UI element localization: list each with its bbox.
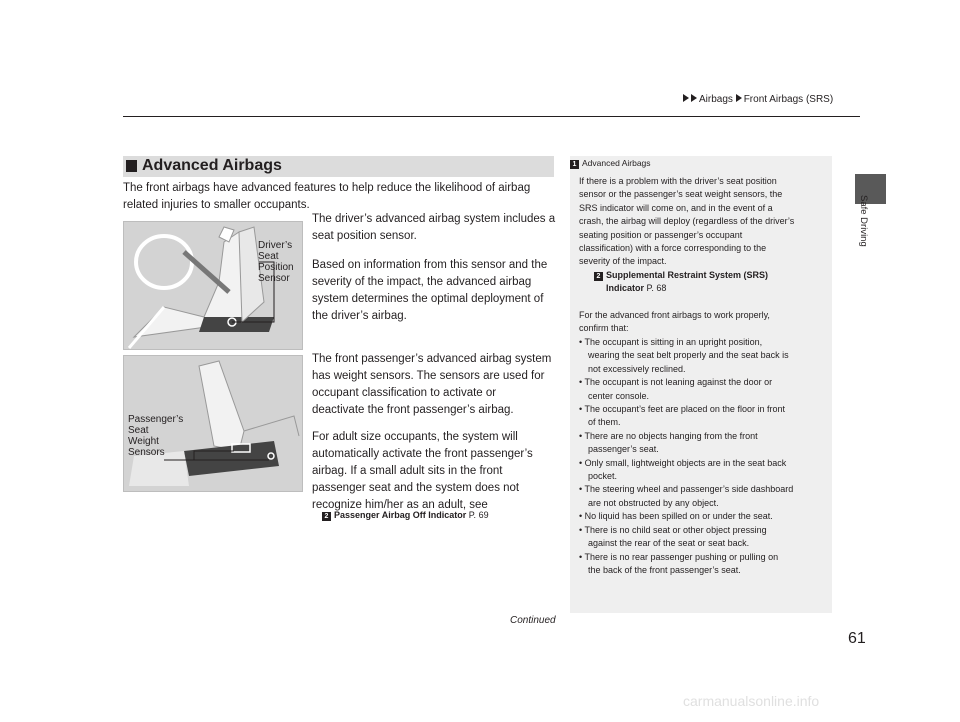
note-ref-icon: 1	[570, 160, 579, 169]
text-line: severity of the impact, the advanced airbag	[312, 276, 532, 288]
text-line: system determines the optimal deployment of	[312, 293, 544, 305]
bullet-item: • The steering wheel and passenger’s side dashboard are not obstructed by any object.	[579, 484, 794, 508]
sidebar-bullet-list	[579, 336, 831, 577]
callout-line: Seat	[258, 251, 279, 262]
intro-line: The front airbags have advanced features to help reduce the likelihood of airbag	[123, 182, 531, 194]
text-line: Based on information from this sensor and the	[312, 259, 548, 271]
text-line: sensor or the passenger’s seat weight sensors, the	[579, 189, 783, 200]
arrow-icon	[736, 94, 742, 102]
bullet-item: • Only small, lightweight objects are in the seat back pocket.	[579, 457, 787, 482]
text-line: deactivate the front passenger’s airbag.	[312, 404, 514, 416]
bullet-item: • The occupant is not leaning against the door or center console.	[579, 377, 773, 401]
passenger-sensor-callout	[128, 414, 183, 458]
text-line: The driver’s advanced airbag system includes a	[312, 213, 556, 225]
intro-paragraph	[123, 180, 530, 214]
text-line: occupant classification to activate or	[312, 387, 497, 399]
driver-paragraph-1	[312, 211, 555, 245]
passenger-seat-illustration	[123, 355, 303, 492]
passenger-airbag-off-reference[interactable]	[322, 510, 489, 521]
text-line: passenger seat and the system does not	[312, 482, 520, 494]
text-line: seat position sensor.	[312, 230, 417, 242]
callout-line: Weight	[128, 436, 159, 447]
bullet-item: • No liquid has been spilled on or under the seat.	[579, 511, 773, 522]
sidebar-title: Advanced Airbags	[582, 158, 651, 168]
callout-line: Sensor	[258, 273, 290, 284]
driver-sensor-callout	[258, 240, 294, 284]
text-line: has weight sensors. The sensors are used for	[312, 370, 545, 382]
text-line: classification) with a force corresponding to the	[579, 243, 767, 254]
driver-paragraph-2	[312, 257, 547, 325]
callout-line: Seat	[128, 425, 149, 436]
text-line: For adult size occupants, the system will	[312, 431, 518, 443]
text-line: confirm that:	[579, 323, 629, 334]
bullet-item: • There is no child seat or other object pressing against the rear of the seat or seat back.	[579, 524, 767, 549]
sidebar-title-row	[570, 158, 651, 169]
section-title: Advanced Airbags	[142, 157, 282, 174]
text-line: airbag. If a small adult sits in the front	[312, 465, 503, 477]
reference-title[interactable]: Supplemental Restraint System (SRS)	[606, 270, 769, 280]
reference-page: P. 69	[468, 510, 489, 520]
intro-line: related injuries to smaller occupants.	[123, 199, 310, 211]
text-line: recognize him/her as an adult, see	[312, 499, 488, 511]
bullet-item: • There is no rear passenger pushing or pulling on the back of the front passenger’s seat.	[579, 551, 779, 575]
passenger-paragraph-1	[312, 351, 551, 419]
sidebar-paragraph-1	[579, 175, 829, 269]
text-line: seating position or passenger’s occupant	[579, 229, 743, 240]
text-line: If there is a problem with the driver’s seat position	[579, 176, 777, 186]
arrow-icon	[683, 94, 689, 102]
breadcrumb-front-airbags: Front Airbags (SRS)	[743, 94, 834, 105]
srs-indicator-reference[interactable]	[594, 269, 768, 296]
text-line: automatically activate the front passenger’s	[312, 448, 533, 460]
text-line: For the advanced front airbags to work properly,	[579, 310, 770, 320]
text-line: the driver’s airbag.	[312, 310, 407, 322]
driver-seat-illustration	[123, 221, 303, 350]
callout-line: Driver’s	[258, 240, 293, 251]
sidebar-paragraph-2	[579, 309, 770, 336]
callout-line: Passenger’s	[128, 414, 184, 425]
page-number: 61	[848, 630, 866, 647]
text-line: severity of the impact.	[579, 256, 667, 267]
bullet-item: • There are no objects hanging from the front passenger’s seat.	[579, 430, 758, 455]
bullet-item: • The occupant’s feet are placed on the floor in front of them.	[579, 404, 785, 428]
square-bullet-icon	[126, 160, 137, 172]
text-line: SRS indicator will come on, and in the event of a	[579, 202, 773, 213]
text-line: The front passenger’s advanced airbag system	[312, 353, 552, 365]
sidebar-note	[570, 156, 832, 613]
reference-arrow-icon: 2	[322, 512, 331, 521]
continued-label: Continued	[510, 615, 556, 626]
reference-arrow-icon: 2	[594, 272, 603, 281]
reference-title-cont[interactable]: Indicator	[606, 283, 645, 294]
section-heading	[123, 156, 554, 177]
reference-title[interactable]: Passenger Airbag Off Indicator	[334, 510, 467, 520]
arrow-icon	[691, 94, 697, 102]
watermark: carmanualsonline.info	[683, 693, 820, 709]
header-rule	[123, 116, 860, 117]
breadcrumb-airbags: Airbags	[699, 94, 733, 105]
reference-page: P. 68	[646, 283, 667, 294]
breadcrumb	[683, 94, 833, 105]
callout-line: Position	[258, 262, 294, 273]
callout-line: Sensors	[128, 447, 165, 458]
bullet-item: • The occupant is sitting in an upright position, wearing the seat belt properly and the seat back is not excessively reclined.	[579, 337, 789, 374]
text-line: crash, the airbag will deploy (regardless of the driver’s	[579, 216, 795, 227]
side-tab-label: Safe Driving	[858, 195, 869, 247]
passenger-paragraph-2	[312, 429, 533, 514]
